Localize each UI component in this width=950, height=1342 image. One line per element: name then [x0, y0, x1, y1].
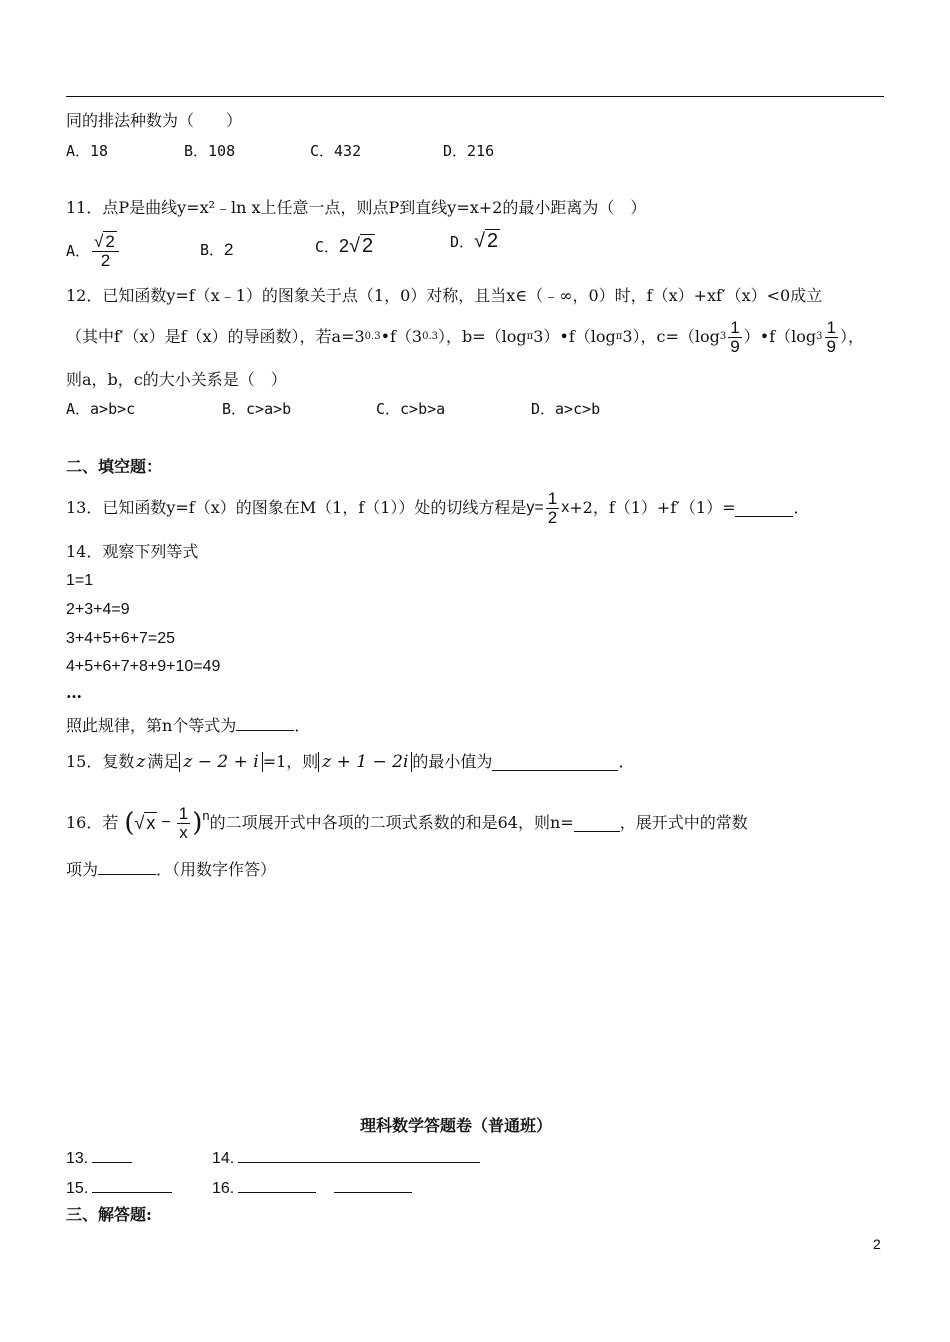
- q15-b: 满足: [147, 752, 180, 771]
- q16-exp: n: [202, 808, 210, 823]
- answer-row-13: [66, 1146, 132, 1169]
- page-number: 2: [873, 1236, 881, 1252]
- q14-eq-3: 3+4+5+6+7=25: [66, 630, 176, 647]
- answer-16-label: 16.: [212, 1180, 235, 1197]
- answer-row-15: [66, 1176, 172, 1199]
- q13-answer-blank[interactable]: [735, 500, 793, 517]
- q12-l2-e: 3），c=（log: [622, 327, 720, 346]
- answer-row-16: [212, 1176, 412, 1199]
- q11-option-c: [315, 236, 375, 257]
- q13-eq-y: y=: [526, 499, 544, 516]
- q12-line2: [66, 313, 864, 361]
- q12-l2-b: •f（3: [380, 327, 423, 346]
- section-3-heading: 三、解答题:: [66, 1205, 152, 1224]
- q16-sqrt-arg: x: [146, 813, 156, 833]
- q11-option-a: [66, 227, 121, 275]
- q12-frac2-den: 9: [826, 336, 836, 356]
- answer-15-blank[interactable]: [92, 1176, 172, 1193]
- q10-tail-text: 同的排法种数为（ ）: [66, 111, 243, 130]
- q16-close-paren: ): [192, 808, 203, 838]
- q15-z: z: [136, 752, 146, 772]
- q16-c: ，展开式中的常数: [619, 813, 748, 832]
- q11-c-radicand: 2: [362, 235, 374, 257]
- q12-l2-d: 3）•f（log: [533, 327, 616, 346]
- q12-l2-c: ），b=（log: [438, 327, 527, 346]
- q14-answer-blank[interactable]: [236, 714, 294, 731]
- q11-option-b: [200, 240, 234, 260]
- answer-13-label: 13.: [66, 1150, 89, 1167]
- q12-line3: 则a，b，c的大小关系是（ ）: [66, 370, 287, 389]
- q12-option-d: D．a>c>b: [531, 400, 601, 418]
- q12-option-c: C．c>b>a: [376, 400, 446, 418]
- q14-eq-1: 1=1: [66, 572, 94, 589]
- q11-a-denominator: 2: [100, 250, 111, 270]
- q11-c-coef: 2: [339, 236, 350, 256]
- answer-16-blank-1[interactable]: [238, 1176, 316, 1193]
- q11-a-numerator: √ 2: [92, 233, 119, 252]
- q11-d-radicand: 2: [487, 230, 499, 252]
- q12-frac2-num: 1: [826, 317, 836, 337]
- q13-frac-num: 1: [547, 488, 558, 508]
- q11-c-label: C．: [315, 238, 340, 256]
- q14-ellipsis: …: [66, 683, 82, 702]
- q12-l2-g: ），: [839, 327, 864, 346]
- q15-line: [66, 745, 634, 779]
- q13-stem-a: 13．已知函数y=f（x）的图象在M（1，f（1））处的切线方程是: [66, 498, 527, 517]
- q15-abs-1: z − 2 + i: [179, 752, 262, 772]
- q16-constant-blank[interactable]: [98, 858, 156, 875]
- q15-a: 15．复数: [66, 752, 135, 771]
- q10-option-b: B．108: [184, 142, 236, 160]
- q12-sub3b: 3: [816, 331, 823, 342]
- answer-13-blank[interactable]: [92, 1146, 132, 1163]
- q16-sqrt: √ x: [134, 813, 156, 833]
- q16-fraction: [177, 805, 190, 842]
- q12-sub3a: 3: [719, 331, 727, 342]
- answer-14-label: 14.: [212, 1150, 235, 1167]
- q12-frac-1: [728, 319, 741, 356]
- q11-a-label: A．: [66, 242, 91, 260]
- q11-a-fraction: [92, 233, 119, 270]
- q12-l2-f: ）•f（log: [743, 327, 817, 346]
- q10-option-c: C．432: [310, 142, 362, 160]
- q13-frac-den: 2: [547, 507, 558, 527]
- q12-option-b: B．c>a>b: [222, 400, 292, 418]
- q12-l2-a: （其中f′（x）是f（x）的导函数），若a=3: [66, 327, 365, 346]
- q14-conclusion-text: 照此规律，第n个等式为: [66, 716, 237, 735]
- q12-sub-pi1: π: [526, 331, 534, 342]
- q10-option-a: A．18: [66, 142, 109, 160]
- q16-line1: [66, 800, 748, 846]
- q16-minus: −: [161, 814, 171, 831]
- q16-line2-b: ．（用数字作答）: [156, 860, 277, 879]
- answer-sheet-title: 理科数学答题卷（普通班）: [360, 1116, 553, 1135]
- header-rule: [66, 96, 884, 97]
- q12-exp1: 0.3: [364, 331, 381, 342]
- q13-line: [66, 486, 810, 530]
- answer-14-blank[interactable]: [238, 1146, 480, 1163]
- q15-c: 的最小值为: [412, 752, 493, 771]
- q12-exp2: 0.3: [422, 331, 439, 342]
- q16-n-blank[interactable]: [574, 815, 620, 832]
- q15-end: ．: [618, 752, 635, 771]
- q16-line2: [66, 858, 276, 880]
- q13-end: ．: [793, 498, 810, 517]
- q11-a-radicand: 2: [105, 231, 115, 251]
- q11-b-label: B．: [200, 241, 225, 259]
- q14-eq-4: 4+5+6+7+8+9+10=49: [66, 658, 221, 675]
- q11-d-label: D．: [450, 233, 475, 251]
- q16-a: 16．若: [66, 813, 119, 832]
- q11-b-value: 2: [224, 240, 234, 259]
- q16-b: 的二项展开式中各项的二项式系数的和是64，则n=: [209, 813, 574, 832]
- answer-16-blank-2[interactable]: [334, 1176, 412, 1193]
- q16-frac-den: x: [179, 822, 188, 842]
- q13-fraction: [546, 490, 559, 527]
- q16-open-paren: (: [124, 808, 135, 838]
- q12-option-a: A．a>b>c: [66, 400, 136, 418]
- q10-option-d: D．216: [443, 142, 495, 160]
- q15-answer-blank[interactable]: [492, 754, 618, 771]
- q12-line1: 12．已知函数y=f（x﹣1）的图象关于点（1，0）对称，且当x∈（﹣∞，0）时，f（x）+xf′（x）<0成立: [66, 286, 823, 305]
- q12-frac1-den: 9: [730, 336, 740, 356]
- q13-eq-x: x: [561, 499, 570, 516]
- answer-row-14: [212, 1146, 480, 1169]
- q12-frac-2: [825, 319, 838, 356]
- q13-stem-b: +2，f（1）+f′（1）=: [569, 498, 736, 517]
- q11-option-d: [450, 231, 500, 252]
- q14-stem: 14．观察下列等式: [66, 542, 199, 561]
- q16-frac-num: 1: [178, 803, 189, 823]
- q15-eq1: =1，则: [262, 752, 319, 771]
- q12-sub-pi2: π: [615, 331, 623, 342]
- q16-line2-a: 项为: [66, 860, 99, 879]
- q14-eq-2: 2+3+4=9: [66, 601, 130, 618]
- q11-stem: 11．点P是曲线y=x²﹣ln x上任意一点，则点P到直线y=x+2的最小距离为（ ）: [66, 198, 647, 217]
- q15-abs-2: z + 1 − 2i: [318, 752, 412, 772]
- q11-c-sqrt: √ 2: [349, 235, 374, 257]
- section-2-heading: 二、填空题：: [66, 457, 163, 476]
- q11-d-sqrt: √ 2: [474, 230, 499, 252]
- q14-end: ．: [294, 716, 311, 735]
- answer-15-label: 15.: [66, 1180, 89, 1197]
- q14-conclusion: [66, 714, 310, 736]
- q12-frac1-num: 1: [730, 317, 740, 337]
